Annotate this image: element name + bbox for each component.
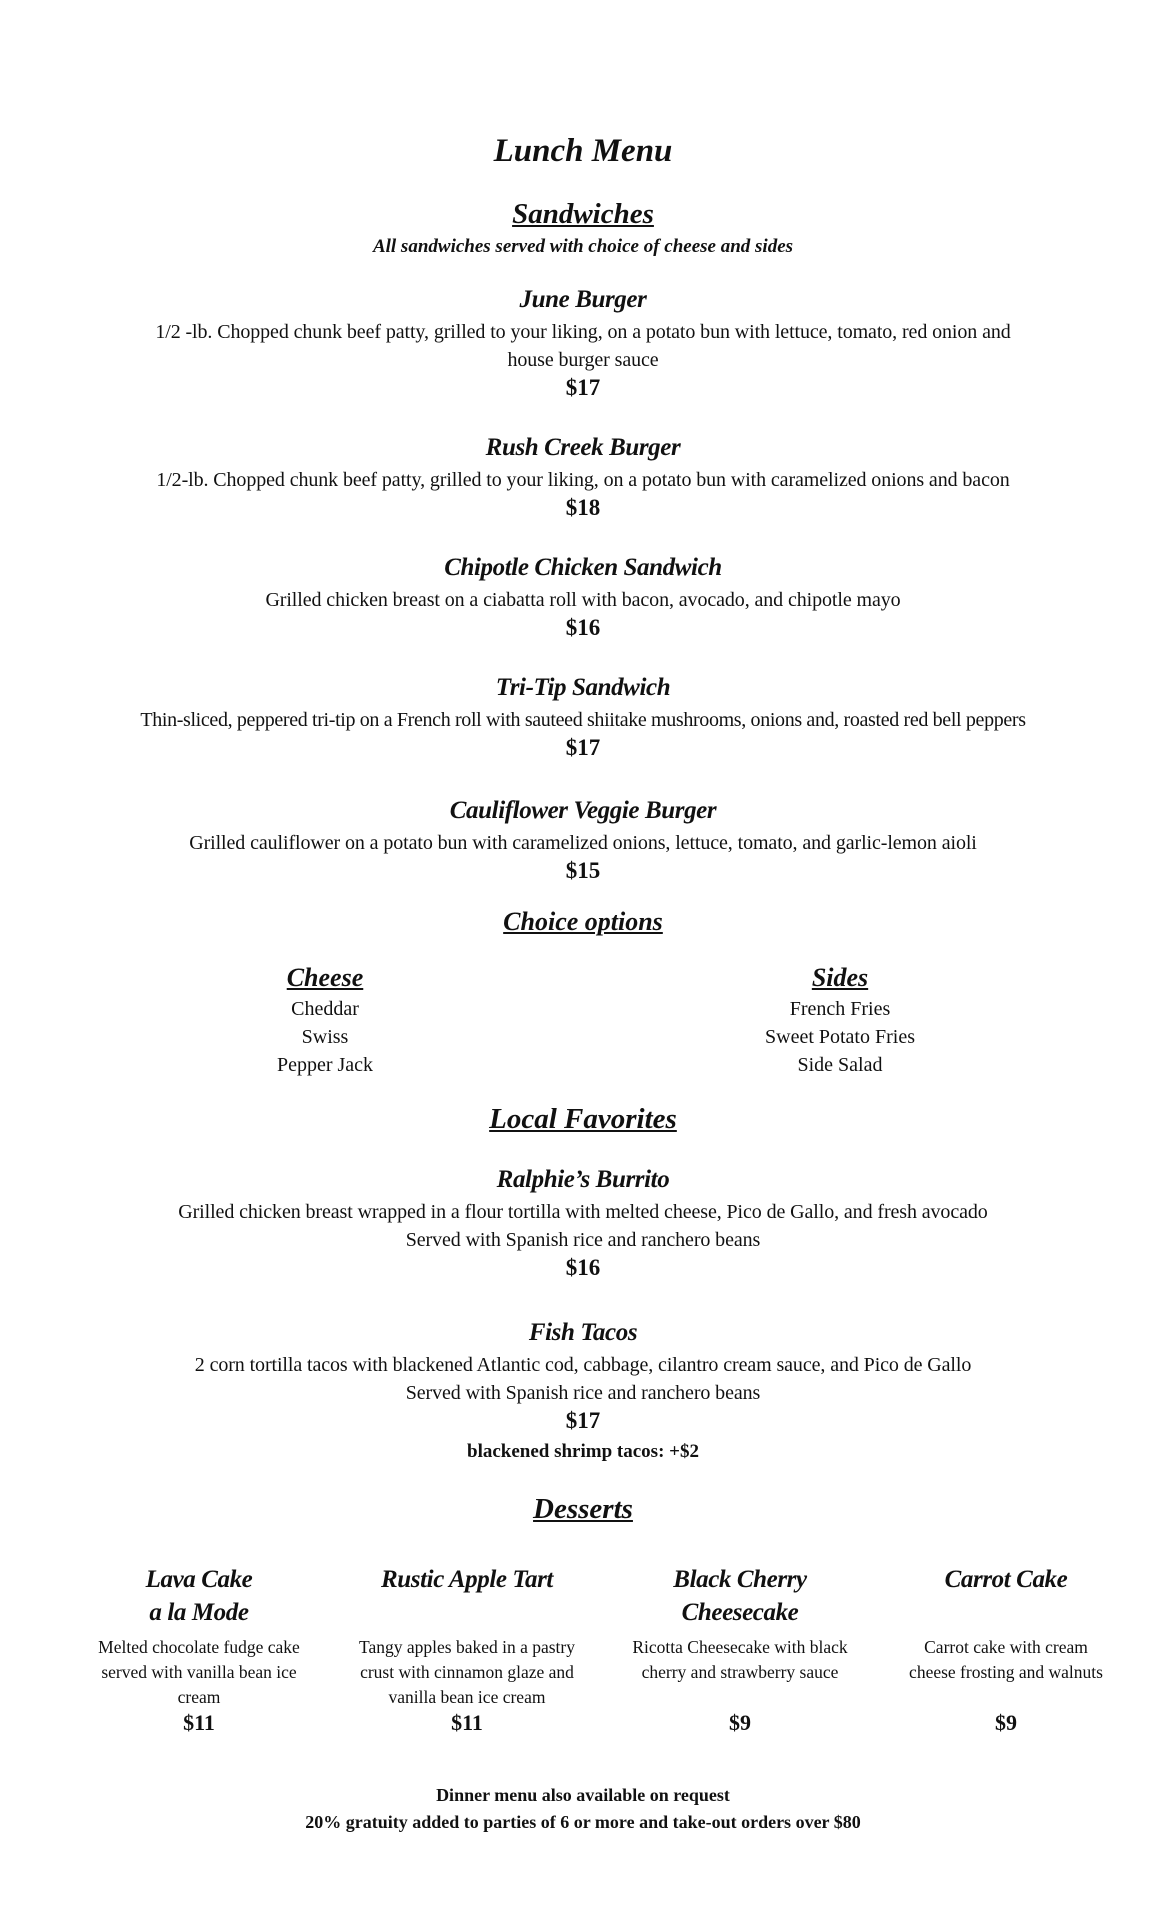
item-desc-fish-tacos: 2 corn tortilla tacos with blackened Atlantic cod, cabbage, cilantro cream sauce, and Pico de Gallo [194,1354,972,1376]
cheese-option: Swiss [301,1026,349,1048]
dessert-desc: Carrot cake with cream cheese frosting and walnuts [909,1637,1103,1682]
item-price-fish-tacos: $17 [565,1408,601,1433]
item-price-chipotle-chicken: $16 [565,615,601,640]
dessert-name: Black Cherry [673,1566,807,1593]
desserts-heading: Desserts [533,1493,633,1525]
side-option: French Fries [789,998,891,1020]
dessert-desc: Ricotta Cheesecake with black cherry and strawberry sauce [632,1637,848,1682]
fish-tacos-extra-option: blackened shrimp tacos: +$2 [467,1441,699,1462]
dessert-price: $11 [451,1710,483,1735]
item-desc-ralphies-burrito-cont: Served with Spanish rice and ranchero beans [405,1229,761,1251]
item-price-cauliflower-burger: $15 [565,858,601,883]
item-name-fish-tacos: Fish Tacos [528,1319,638,1346]
item-price-rush-creek-burger: $18 [565,495,601,520]
menu-title: Lunch Menu [493,133,673,169]
item-name-cauliflower-burger: Cauliflower Veggie Burger [449,797,717,824]
cheese-heading: Cheese [286,963,364,992]
footer-dinner-note: Dinner menu also available on request [436,1785,730,1805]
item-price-ralphies-burrito: $16 [565,1255,601,1280]
dessert-price: $11 [183,1710,215,1735]
item-name-rush-creek-burger: Rush Creek Burger [485,434,681,461]
dessert-name: Rustic Apple Tart [381,1566,553,1593]
dessert-black-cherry-cheesecake [620,1563,860,1736]
sandwiches-tagline: All sandwiches served with choice of cheese and sides [372,236,794,257]
sandwiches-heading: Sandwiches [512,198,654,230]
item-desc-fish-tacos-cont: Served with Spanish rice and ranchero beans [405,1382,761,1404]
dessert-desc: Tangy apples baked in a pastry crust with cinnamon glaze and vanilla bean ice cream [359,1637,575,1707]
local-favorites-heading: Local Favorites [489,1103,677,1135]
item-name-tri-tip: Tri-Tip Sandwich [495,674,671,701]
cheese-option: Cheddar [291,998,359,1020]
cheese-column [225,963,425,1079]
side-option: Side Salad [797,1054,883,1076]
choice-options-heading: Choice options [503,907,663,936]
item-desc-ralphies-burrito: Grilled chicken breast wrapped in a flour tortilla with melted cheese, Pico de Gallo, and fresh avocado [178,1201,988,1223]
dessert-name: Carrot Cake [944,1566,1068,1593]
dessert-carrot-cake [886,1563,1126,1736]
item-name-ralphies-burrito: Ralphie’s Burrito [496,1166,670,1193]
dessert-desc: Melted chocolate fudge cake served with vanilla bean ice cream [98,1637,300,1707]
item-name-chipotle-chicken: Chipotle Chicken Sandwich [444,554,722,581]
dessert-price: $9 [729,1710,751,1735]
footer-gratuity-note: 20% gratuity added to parties of 6 or more and take-out orders over $80 [305,1812,861,1832]
dessert-name-cont: Cheesecake [681,1599,799,1626]
side-option: Sweet Potato Fries [765,1026,915,1048]
dessert-name-cont [347,1596,587,1629]
item-name-june-burger: June Burger [519,286,647,313]
item-desc-cauliflower-burger: Grilled cauliflower on a potato bun with caramelized onions, lettuce, tomato, and garlic-lemon aioli [189,832,977,854]
dessert-name-cont: a la Mode [149,1599,249,1626]
sides-heading: Sides [811,963,869,992]
dessert-rustic-apple-tart [347,1563,587,1736]
item-desc-rush-creek-burger: 1/2-lb. Chopped chunk beef patty, grilled to your liking, on a potato bun with caramelized onions and bacon [156,469,1010,491]
dessert-name-cont [886,1596,1126,1629]
dessert-lava-cake [79,1563,319,1736]
item-desc-june-burger-cont: house burger sauce [507,349,659,371]
item-price-tri-tip: $17 [565,735,601,760]
item-price-june-burger: $17 [565,375,601,400]
cheese-option: Pepper Jack [276,1054,374,1076]
dessert-price: $9 [995,1710,1017,1735]
item-desc-chipotle-chicken: Grilled chicken breast on a ciabatta roll with bacon, avocado, and chipotle mayo [265,589,901,611]
item-desc-tri-tip: Thin-sliced, peppered tri-tip on a French roll with sauteed shiitake mushrooms, onions and, roasted red bell peppers [140,709,1026,731]
item-desc-june-burger: 1/2 -lb. Chopped chunk beef patty, grilled to your liking, on a potato bun with lettuce, tomato, red onion and [155,321,1011,343]
dessert-name: Lava Cake [145,1566,253,1593]
sides-column [740,963,940,1079]
